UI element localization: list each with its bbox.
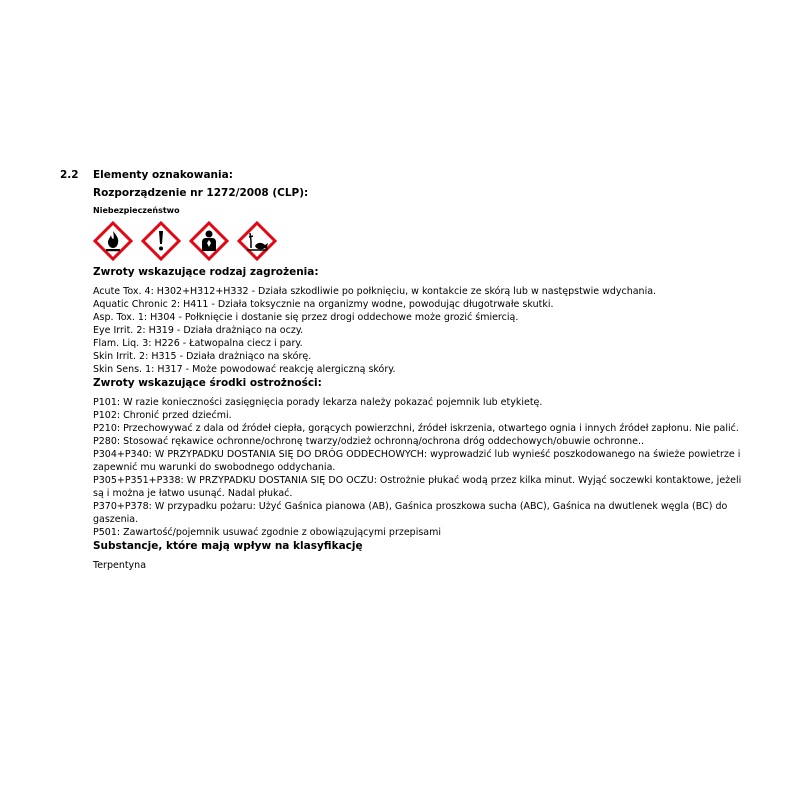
hazard-statement: Asp. Tox. 1: H304 - Połknięcie i dostanie się przez drogi oddechowe może grozić śmiercią. (93, 312, 519, 323)
hazard-statement: Skin Irrit. 2: H315 - Działa drażniąco na skórę. (93, 351, 312, 362)
signal-word: Niebezpieczeństwo (93, 206, 180, 215)
ghs-pictograms (93, 221, 277, 261)
hazard-statement: Skin Sens. 1: H317 - Może powodować reakcję alergiczną skóry. (93, 364, 396, 375)
hazard-list (93, 285, 743, 376)
precaution-statement: P305+P351+P338: W PRZYPADKU DOSTANIA SIĘ DO OCZU: Ostrożnie płukać wodą przez kilka minut. Wyjąć soczewki kontaktowe, jeżeli są i można je łatwo usunąć. Nadal płukać. (93, 475, 742, 499)
precaution-list (93, 396, 743, 539)
environment-icon (237, 221, 277, 261)
hazard-heading: Zwroty wskazujące rodzaj zagrożenia: (93, 266, 319, 278)
health-hazard-icon (189, 221, 229, 261)
hazard-statement: Flam. Liq. 3: H226 - Łatwopalna ciecz i pary. (93, 338, 303, 349)
flame-icon (93, 221, 133, 261)
regulation-heading: Rozporządzenie nr 1272/2008 (CLP): (93, 187, 309, 199)
section-title: Elementy oznakowania: (93, 169, 233, 181)
precaution-statement: P102: Chronić przed dziećmi. (93, 410, 232, 421)
precaution-statement: P370+P378: W przypadku pożaru: Użyć Gaśnica pianowa (AB), Gaśnica proszkowa sucha (ABC), Gaśnica na dwutlenek węgla (BC) do gaszenia. (93, 501, 728, 525)
precaution-statement: P210: Przechowywać z dala od źródeł ciepła, gorących powierzchni, źródeł iskrzenia, otwartego ognia i innych źródeł zapłonu. Nie palić. (93, 423, 739, 434)
precaution-statement: P101: W razie konieczności zasięgnięcia porady lekarza należy pokazać pojemnik lub etykietę. (93, 397, 543, 408)
hazard-section (93, 265, 743, 572)
hazard-statement: Eye Irrit. 2: H319 - Działa drażniąco na oczy. (93, 325, 304, 336)
exclamation-icon (141, 221, 181, 261)
hazard-statement: Acute Tox. 4: H302+H312+H332 - Działa szkodliwie po połknięciu, w kontakcie ze skórą lub w następstwie wdychania. (93, 286, 657, 297)
substances-list (93, 559, 743, 572)
precaution-heading: Zwroty wskazujące środki ostrożności: (93, 377, 322, 389)
precaution-statement: P280: Stosować rękawice ochronne/ochronę twarzy/odzież ochronną/ochrona dróg oddechowych/obuwie ochronne.. (93, 436, 644, 447)
substance-item: Terpentyna (93, 560, 147, 571)
hazard-statement: Aquatic Chronic 2: H411 - Działa toksycznie na organizmy wodne, powodując długotrwałe skutki. (93, 299, 554, 310)
substances-heading: Substancje, które mają wpływ na klasyfikację (93, 540, 363, 552)
section-number: 2.2 (60, 169, 79, 181)
precaution-statement: P304+P340: W PRZYPADKU DOSTANIA SIĘ DO DRÓG ODDECHOWYCH: wyprowadzić lub wynieść poszkodowanego na świeże powietrze i zapewnić mu warunki do swobodnego oddychania. (93, 449, 741, 473)
precaution-statement: P501: Zawartość/pojemnik usuwać zgodnie z obowiązującymi przepisami (93, 527, 442, 538)
